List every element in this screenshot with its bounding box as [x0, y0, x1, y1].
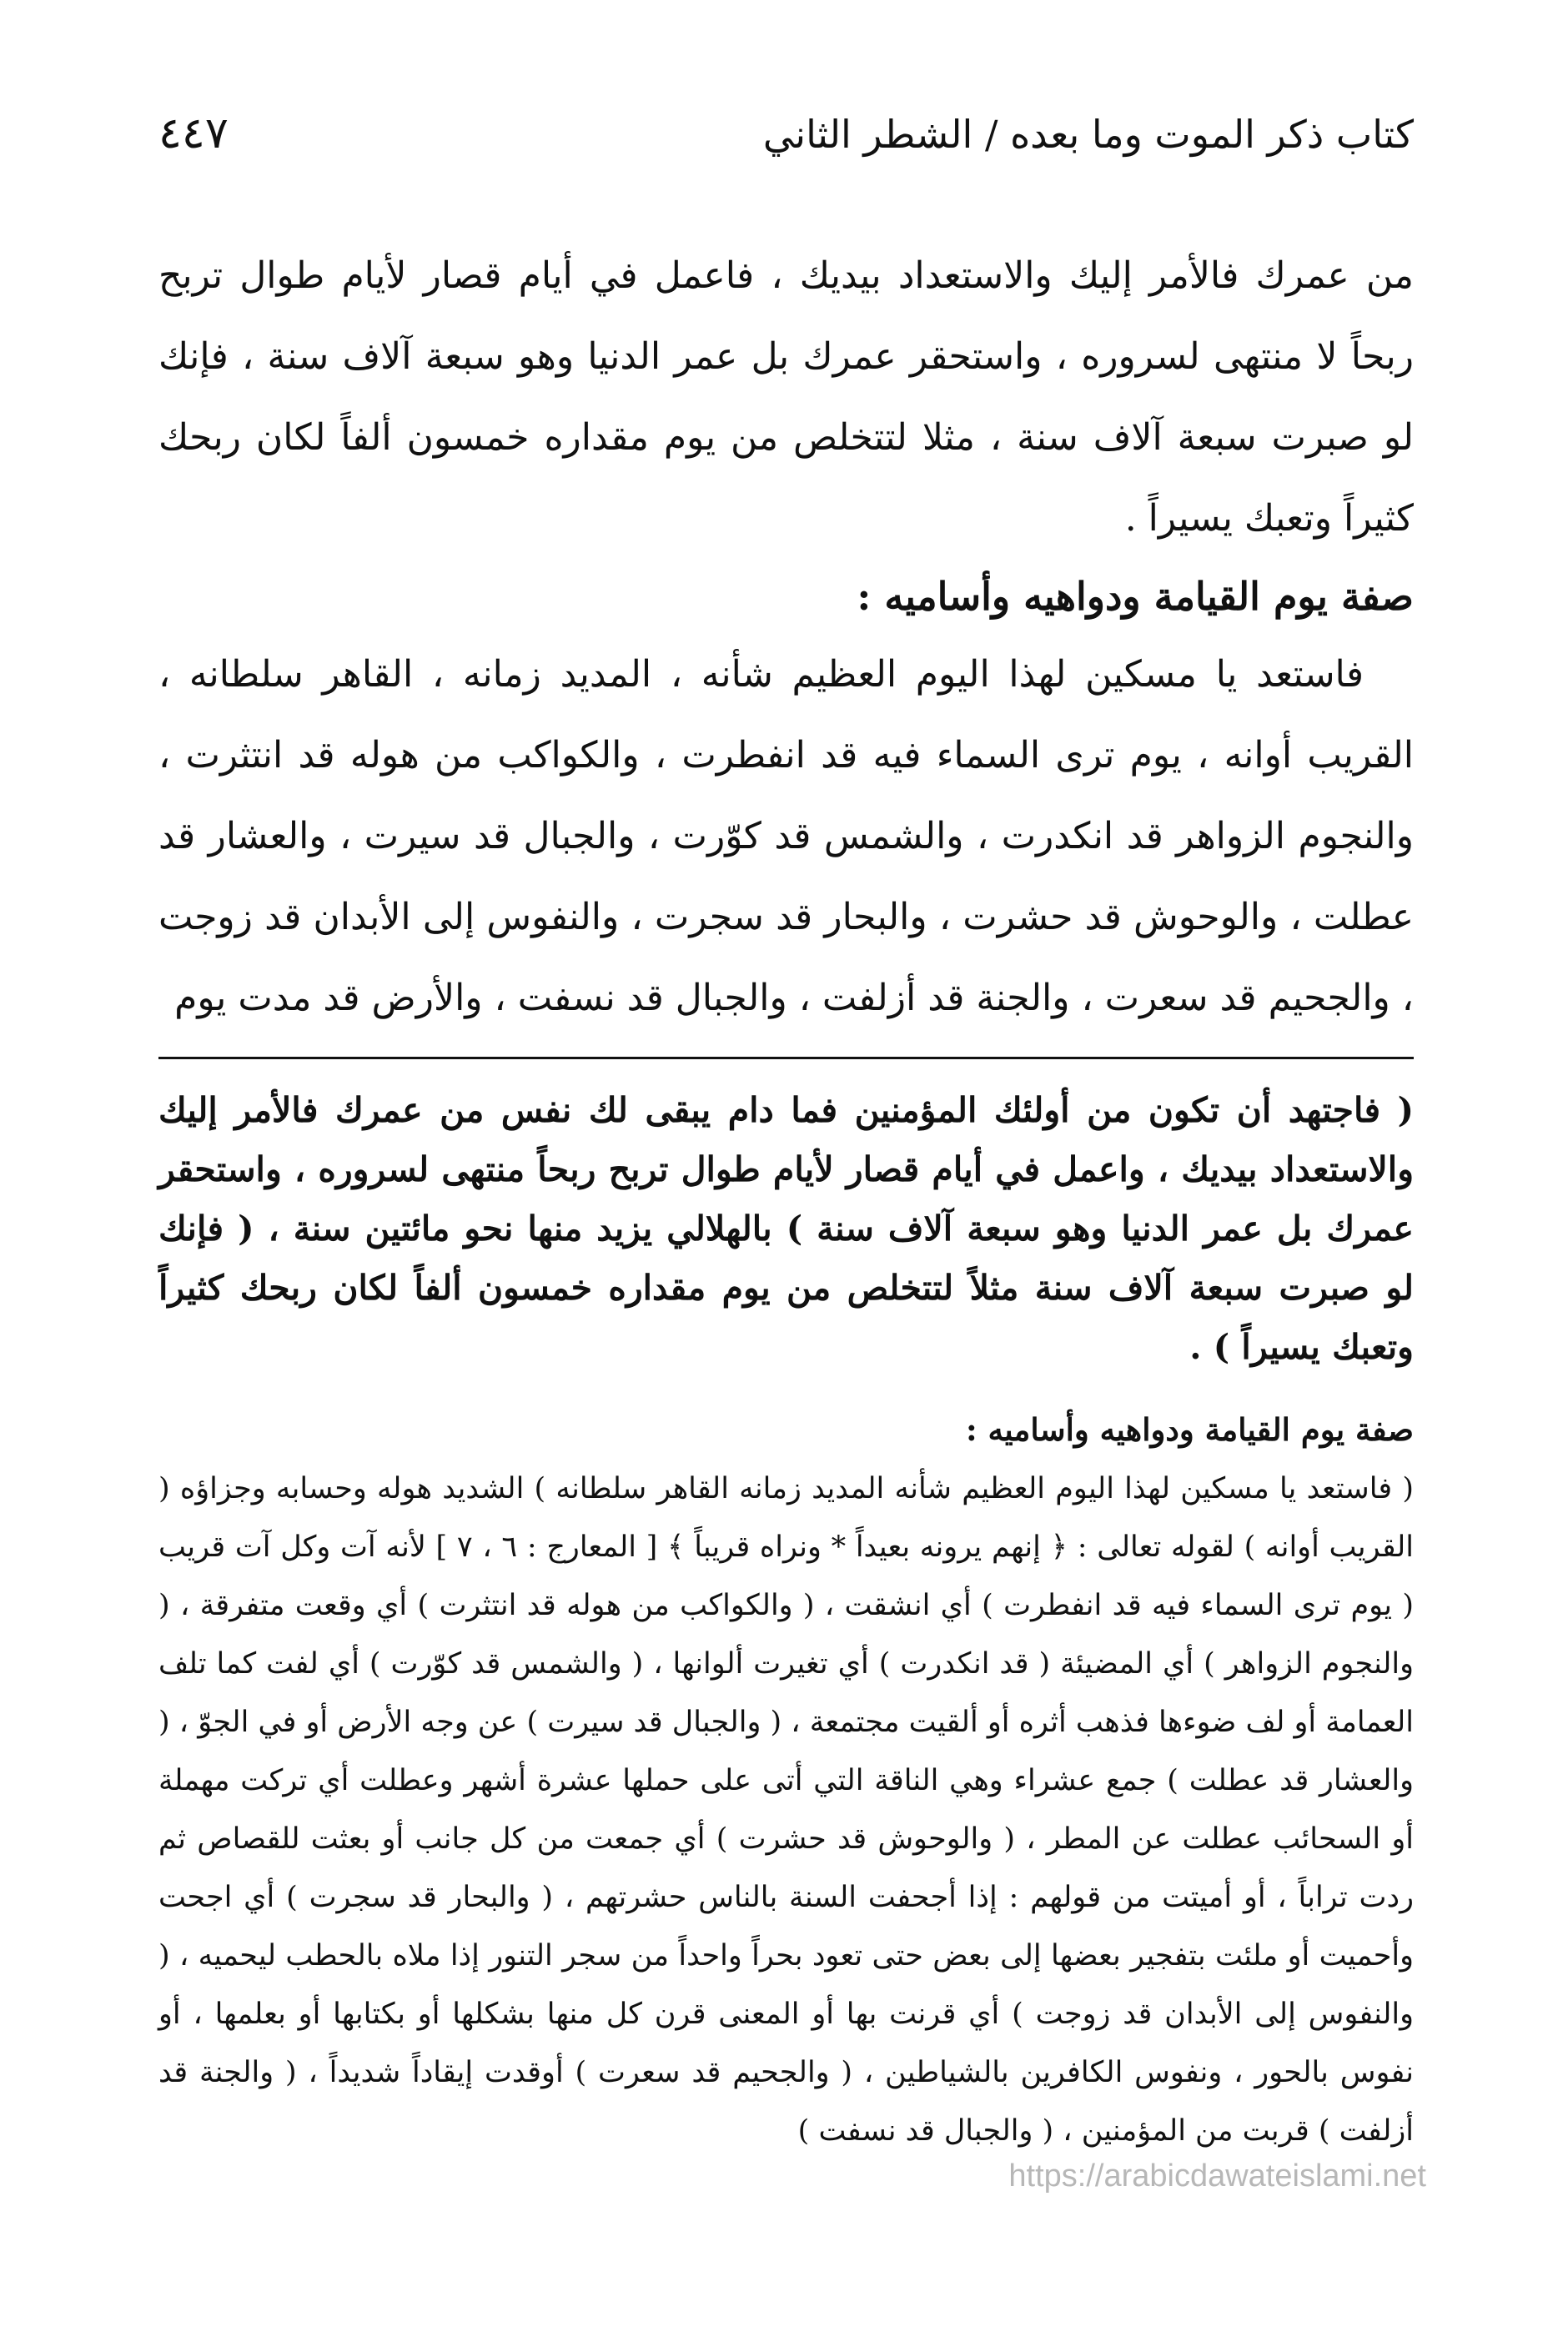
- commentary-sub-heading: صفة يوم القيامة ودواهيه وأساميه :: [966, 1411, 1414, 1448]
- watermark-url: https://arabicdawateislami.net: [1008, 2159, 1426, 2194]
- commentary-section: [158, 1081, 1414, 2160]
- running-head: [158, 108, 1414, 192]
- page-number: ٤٤٧: [158, 108, 229, 158]
- main-paragraph-1: من عمرك فالأمر إليك والاستعداد بيديك ، فاعمل في أيام قصار لأيام طوال تربح ربحاً لا منتهى لسروره ، واستحقر عمرك بل عمر الدنيا وهو سبعة آلاف سنة ، فإنك لو صبرت سبعة آلاف سنة ، مثلا لتتخلص من يوم مقداره خمسون ألفاً لكان ربحك كثيراً وتعبك يسيراً .: [158, 254, 1414, 540]
- section-heading: صفة يوم القيامة ودواهيه وأساميه :: [857, 574, 1414, 619]
- commentary-block-2: ( فاستعد يا مسكين لهذا اليوم العظيم شأنه المديد زمانه القاهر سلطانه ) الشديد هوله وحسابه وجزاؤه ( القريب أوانه ) لقوله تعالى : ﴿ إنهم يرونه بعيداً * ونراه قريباً ﴾ [ المعارج : ٦ ، ٧ ] لأنه آت وكل آت قريب ( يوم ترى السماء فيه قد انفطرت ) أي انشقت ، ( والكواكب من هوله قد انتثرت ) أي وقعت متفرقة ، ( والنجوم الزواهر ) أي المضيئة ( قد انكدرت ) أي تغيرت ألوانها ، ( والشمس قد كوّرت ) أي لفت كما تلف العمامة أو لف ضوءها فذهب أثره أو ألقيت مجتمعة ، ( والجبال قد سيرت ) عن وجه الأرض أو في الجوّ ، ( والعشار قد عطلت ) جمع عشراء وهي الناقة التي أتى على حملها عشرة أشهر وعطلت أي تركت مهملة أو السحائب عطلت عن المطر ، ( والوحوش قد حشرت ) أي جمعت من كل جانب أو بعثت للقصاص ثم ردت تراباً ، أو أميتت من قولهم : إذا أجحفت السنة بالناس حشرتهم ، ( والبحار قد سجرت ) أي اجحت وأحميت أو ملئت بتفجير بعضها إلى بعض حتى تعود بحراً واحداً من سجر التنور إذا ملاه بالحطب ليحميه ، ( والنفوس إلى الأبدان قد زوجت ) أي قرنت بها أو المعنى قرن كل منها بشكلها أو بكتابها أو بعلمها ، أو نفوس بالحور ، ونفوس الكافرين بالشياطين ، ( والجحيم قد سعرت ) أوقدت إيقاداً شديداً ، ( والجنة قد أزلفت ) قربت من المؤمنين ، ( والجبال قد نسفت ): [158, 1472, 1414, 2148]
- footnote-divider: [158, 1057, 1414, 1059]
- main-paragraph-2: فاستعد يا مسكين لهذا اليوم العظيم شأنه ، المديد زمانه ، القاهر سلطانه ، القريب أوانه ، يوم ترى السماء فيه قد انفطرت ، والكواكب من هوله قد انتثرت ، والنجوم الزواهر قد انكدرت ، والشمس قد كوّرت ، والجبال قد سيرت ، والعشار قد عطلت ، والوحوش قد حشرت ، والبحار قد سجرت ، والنفوس إلى الأبدان قد زوجت ، والجحيم قد سعرت ، والجنة قد أزلفت ، والجبال قد نسفت ، والأرض قد مدت يوم: [158, 653, 1414, 1019]
- main-text: [158, 235, 1414, 1038]
- book-page: [158, 108, 1414, 2160]
- running-title: كتاب ذكر الموت وما بعده / الشطر الثاني: [762, 112, 1414, 157]
- commentary-block-1: ( فاجتهد أن تكون من أولئك المؤمنين فما دام يبقى لك نفس من عمرك فالأمر إليك والاستعداد بيديك ، واعمل في أيام قصار لأيام طوال تربح ربحاً منتهى لسروره ، واستحقر عمرك بل عمر الدنيا وهو سبعة آلاف سنة ) بالهلالي يزيد منها نحو مائتين سنة ، ( فإنك لو صبرت سبعة آلاف سنة مثلاً لتتخلص من يوم مقداره خمسون ألفاً لكان ربحك كثيراً وتعبك يسيراً ) .: [158, 1090, 1414, 1367]
